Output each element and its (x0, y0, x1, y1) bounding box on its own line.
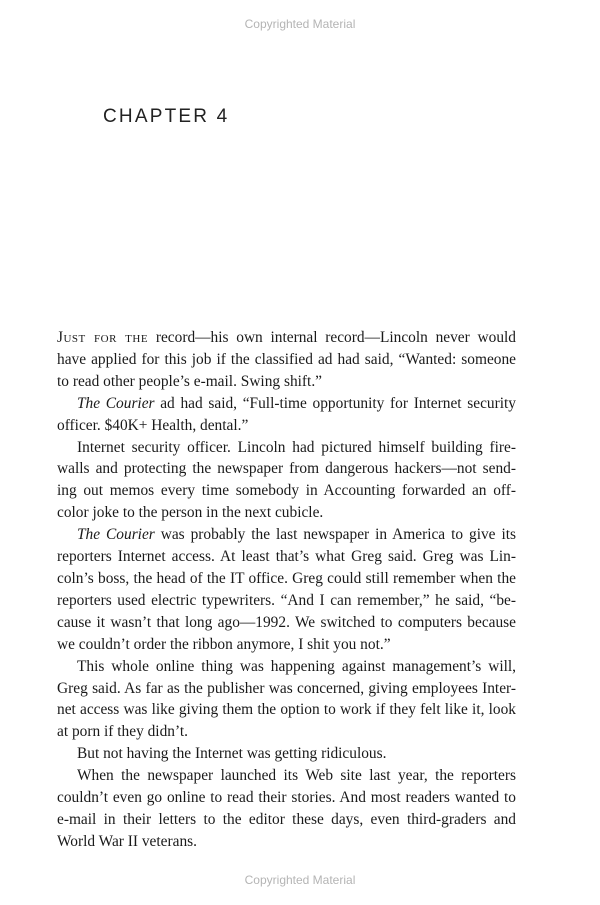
paragraph (57, 393, 516, 437)
chapter-title: CHAPTER 4 (103, 106, 230, 127)
paragraph-text: ad had said, “Full-time opportunity for Internet security officer. $40K+ Health, dental.” (57, 394, 516, 434)
watermark-top: Copyrighted Material (244, 17, 356, 31)
watermark-bottom: Copyrighted Material (244, 873, 356, 887)
paragraph (57, 437, 516, 525)
newspaper-title: The Courier (77, 394, 155, 412)
paragraph-text: Internet security officer. Lincoln had pictured himself building fire-walls and protecting the newspaper from dangerous hackers—not send-ing out memos every time somebody in Accounting forwarded an off-color joke to the person in the next cubicle. (57, 438, 516, 522)
paragraph (57, 656, 516, 744)
paragraph-text: When the newspaper launched its Web site last year, the reporters couldn’t even go online to read their stories. And most readers wanted to e-mail in their letters to the editor these days, even third-graders and World War II veterans. (57, 767, 516, 850)
paragraph-text: was probably the last newspaper in America to give its reporters Internet access. At least that’s what Greg said. Greg was Lin-coln’s boss, the head of the IT office. Greg could still remember when the reporters used electric typewriters. “And I can remember,” he said, “be-cause it wasn’t that long ago—1992. We switched to computers because we couldn’t order the ribbon anymore, I shit you not.” (57, 526, 516, 653)
paragraph-text: But not having the Internet was getting ridiculous. (77, 745, 387, 763)
paragraph (57, 327, 516, 393)
paragraph (57, 765, 516, 853)
paragraph-text: record—his own internal record—Lincoln never would have applied for this job if the classified ad had said, “Wanted: someone to read other people’s e-mail. Swing shift.” (57, 329, 516, 390)
paragraph (57, 743, 516, 765)
newspaper-title: The Courier (77, 526, 155, 544)
paragraph-lead-in: Just for the (57, 329, 149, 346)
chapter-body (57, 327, 516, 853)
paragraph (57, 524, 516, 655)
paragraph-text: This whole online thing was happening against management’s will, Greg said. As far as the publisher was concerned, giving employees Inter-net access was like giving them the option to work if they felt like it, look at porn if they didn’t. (57, 657, 516, 741)
